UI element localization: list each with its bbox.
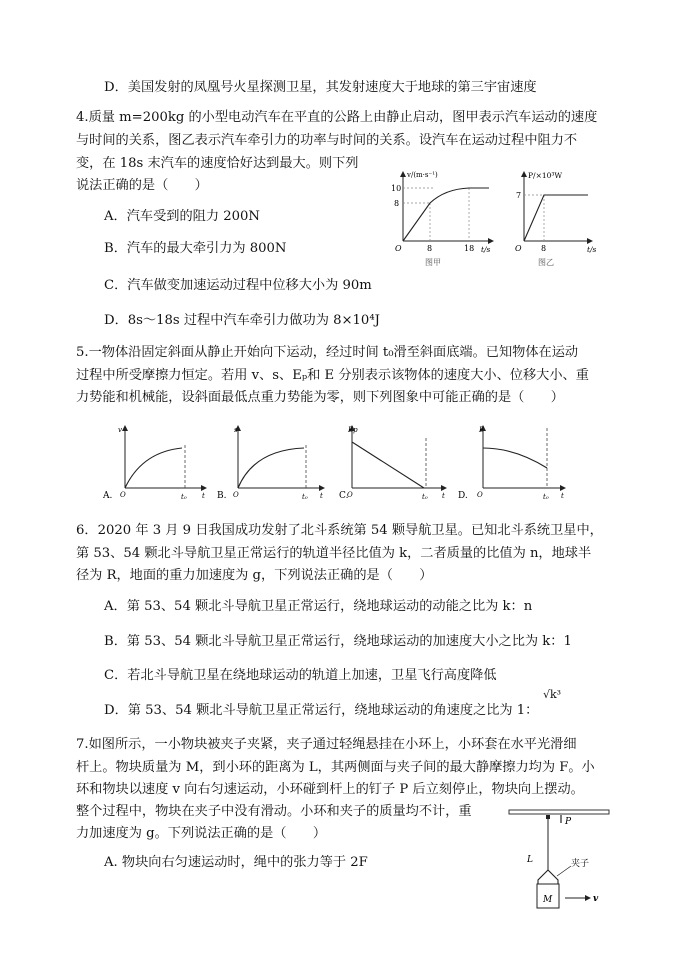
option-letter: D.	[458, 491, 468, 501]
ytick-10: 10	[391, 184, 402, 193]
xtick-18: 18	[464, 244, 475, 253]
q5-graph-a	[100, 420, 210, 505]
xlabel: t	[320, 492, 323, 500]
q4-option-d: D．8s～18s 过程中汽车牵引力做功为 8×10⁴J	[104, 313, 380, 328]
xlabel: t	[561, 492, 564, 500]
q7-stem-line2: 杆上。物块质量为 M，到小环的距离为 L，其两侧面与夹子间的最大静摩擦力均为 F。小	[76, 760, 595, 775]
xlabel: t	[442, 492, 445, 500]
caption: 图乙	[538, 258, 554, 267]
ytick-8: 8	[394, 199, 400, 208]
xlabel: t/s	[481, 245, 491, 254]
v-t-curve	[403, 188, 489, 241]
ylabel: Ep	[348, 426, 358, 434]
velocity-arrowhead	[585, 895, 591, 901]
origin: O	[515, 244, 522, 253]
q5-graph-d	[455, 420, 569, 505]
t0-label: t₀	[543, 493, 549, 501]
q6-stem-line3: 径为 R，地面的重力加速度为 g，下列说法正确的是（ ）	[76, 568, 433, 583]
q5-stem-line2: 过程中所受摩擦力恒定。若用 v、s、Eₚ和 E 分别表示该物体的速度大小、位移大小、重	[76, 368, 589, 383]
curve	[483, 448, 547, 468]
origin: O	[477, 491, 483, 499]
origin: O	[395, 244, 402, 253]
q6-option-b: B．第 53、54 颗北斗导航卫星正常运行，绕地球运动的加速度大小之比为 k：1	[104, 634, 572, 649]
q7-stem-line4: 整个过程中，物块在夹子中没有滑动。小环和夹子的质量均不计，重	[76, 804, 472, 819]
ylabel: E	[479, 426, 485, 434]
t0-label: t₀	[181, 493, 187, 501]
line	[352, 442, 424, 488]
ylabel: v	[118, 426, 122, 434]
horizontal-rod	[509, 810, 609, 814]
origin: O	[120, 491, 126, 499]
label-l: L	[527, 855, 533, 865]
q6-option-a: A．第 53、54 颗北斗导航卫星正常运行，绕地球运动的动能之比为 k：n	[104, 599, 533, 614]
q4-option-a: A．汽车受到的阻力 200N	[104, 209, 260, 224]
q5-graph-b	[214, 420, 328, 505]
q4-stem-line2: 与时间的关系，图乙表示汽车牵引力的功率与时间的关系。设汽车在运动过程中阻力不	[76, 133, 578, 148]
clip-pointer	[557, 866, 571, 876]
q5-graph-c	[336, 420, 450, 505]
q7-option-a: A. 物块向右匀速运动时，绳中的张力等于 2F	[104, 855, 368, 870]
q4-stem-line4: 说法正确的是（ ）	[76, 178, 208, 193]
option-letter: B.	[217, 491, 227, 501]
curve	[125, 448, 182, 488]
q4-stem-line3: 变，在 18s 末汽车的速度恰好达到最大。则下列	[76, 156, 359, 171]
label-p: P	[565, 817, 572, 827]
q4-figure-jia	[385, 168, 500, 268]
q6-stem-line1: 6．2020 年 3 月 9 日我国成功发射了北斗系统第 54 颗导航卫星。已知北斗系统卫星中，	[76, 523, 603, 538]
option-letter: A.	[103, 491, 113, 501]
origin: O	[347, 491, 353, 499]
label-m: M	[543, 895, 553, 905]
q5-stem-line3: 力势能和机械能，设斜面最低点重力势能为零，则下列图象中可能正确的是（ ）	[76, 390, 564, 405]
ylabel: v/(m·s⁻¹)	[407, 171, 438, 179]
q7-stem-line5: 力加速度为 g。下列说法正确的是（ ）	[76, 826, 327, 841]
p-t-curve	[524, 195, 588, 241]
origin: O	[233, 491, 239, 499]
q4-option-b: B．汽车的最大牵引力为 800N	[104, 241, 287, 256]
option-letter: C.	[339, 491, 349, 501]
q6-option-d: D．第 53、54 颗北斗导航卫星正常运行，绕地球运动的角速度之比为 1：	[104, 703, 539, 718]
label-clip: 夹子	[571, 859, 590, 869]
xtick-8: 8	[427, 244, 433, 253]
ytick-7: 7	[516, 191, 522, 200]
small-ring	[546, 815, 550, 819]
t0-label: t₀	[302, 493, 308, 501]
q4-option-c: C．汽车做变加速运动过程中位移大小为 90m	[104, 278, 372, 293]
caption: 图甲	[425, 258, 441, 267]
label-v: v	[593, 894, 599, 904]
q7-figure	[505, 806, 613, 916]
q7-stem-line3: 环和物块以速度 v 向右匀速运动，小环碰到杆上的钉子 P 后立刻停止，物块向上摆动。	[76, 782, 584, 797]
q6-option-c: C．若北斗导航卫星在绕地球运动的轨道上加速，卫星飞行高度降低	[104, 668, 497, 683]
xlabel: t/s	[587, 245, 597, 254]
q4-figure-yi	[510, 168, 610, 268]
curve	[238, 448, 304, 488]
q6-stem-line2: 第 53、54 颗北斗导航卫星正常运行的轨道半径比值为 k，二者质量的比值为 n，地球半	[76, 546, 592, 561]
q5-stem-line1: 5.一物体沿固定斜面从静止开始向下运动，经过时间 t₀滑至斜面底端。已知物体在运动	[76, 345, 579, 360]
xtick-8: 8	[541, 244, 547, 253]
t0-label: t₀	[422, 493, 428, 501]
q3-option-d: D．美国发射的凤凰号火星探测卫星，其发射速度大于地球的第三宇宙速度	[104, 80, 537, 95]
ylabel: s	[234, 426, 238, 434]
xlabel: t	[202, 492, 205, 500]
q6-option-d-root: √k³	[543, 688, 562, 701]
ylabel: P/×10³W	[528, 171, 563, 180]
q4-stem-line1: 4.质量 m=200kg 的小型电动汽车在平直的公路上由静止启动，图甲表示汽车运动的速度	[76, 110, 598, 125]
q7-stem-line1: 7.如图所示，一小物块被夹子夹紧，夹子通过轻绳悬挂在小环上，小环套在水平光滑细	[76, 737, 577, 752]
